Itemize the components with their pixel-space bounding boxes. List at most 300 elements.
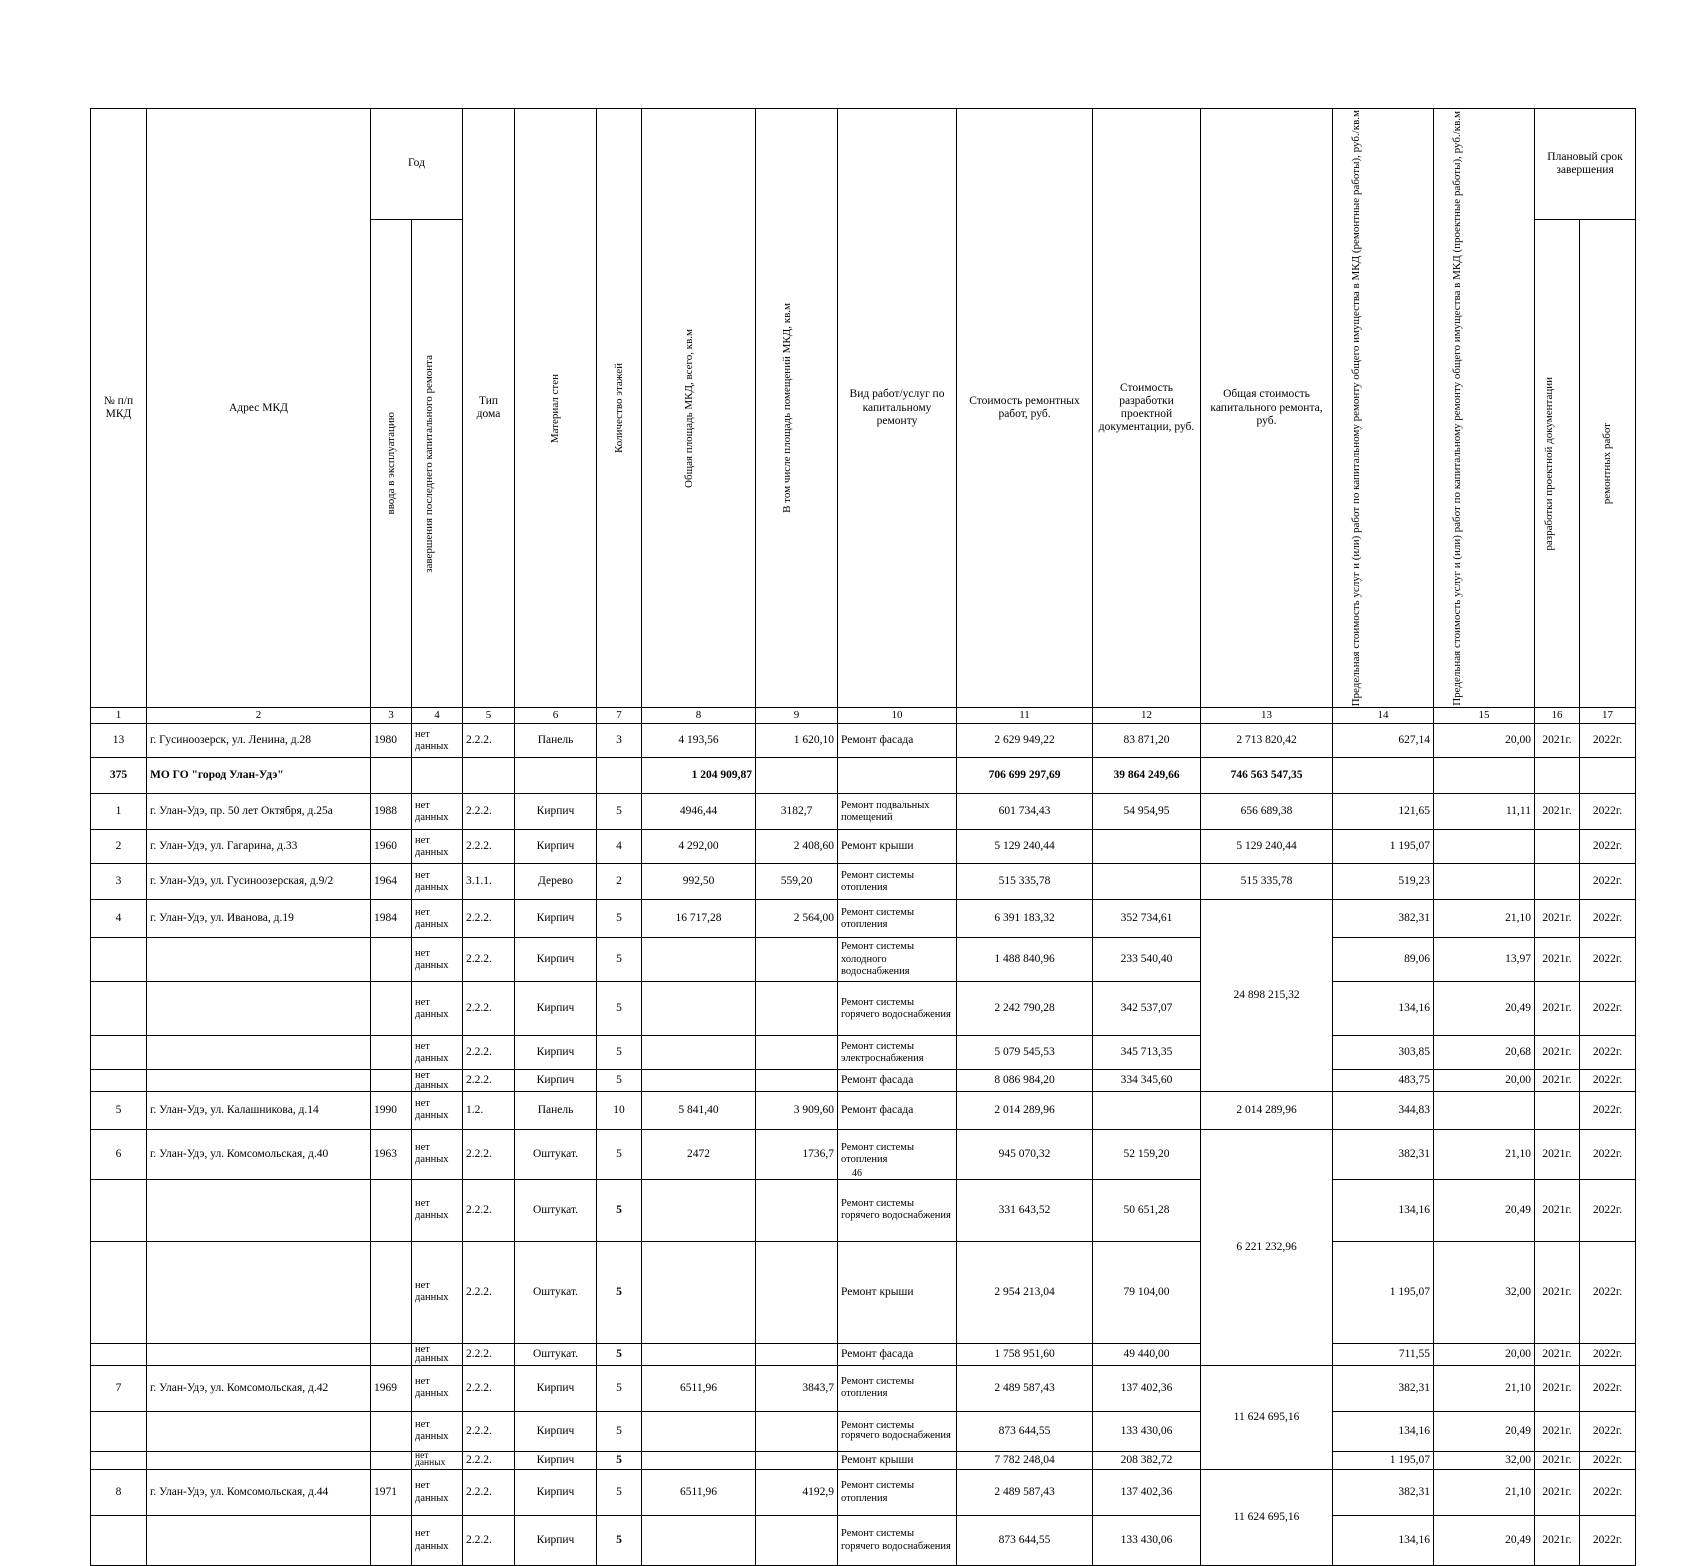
row-num: 8 <box>91 1470 147 1516</box>
row-work-type: Ремонт системы отопления <box>838 1129 957 1179</box>
row-limit-project: 20,49 <box>1434 982 1535 1036</box>
row-num: 13 <box>91 724 147 758</box>
row-plan-project: 2021г. <box>1535 1241 1580 1343</box>
row-year-in: 1990 <box>371 1091 412 1129</box>
header-floors: Количество этажей <box>612 363 625 454</box>
total-total-cost: 746 563 547,35 <box>1201 758 1333 794</box>
row-year-repair: нет данных <box>412 1179 463 1241</box>
row-floors: 5 <box>597 1365 642 1411</box>
col-number: 7 <box>597 708 642 724</box>
row-total-area: 6511,96 <box>642 1470 756 1516</box>
row-floors: 5 <box>597 794 642 830</box>
row-wall-material: Кирпич <box>515 900 597 938</box>
row-wall-material: Оштукат. <box>515 1129 597 1179</box>
row-limit-project: 32,00 <box>1434 1241 1535 1343</box>
row-house-type: 2.2.2. <box>463 1179 515 1241</box>
header-premises-area: В том числе площадь помещений МКД, кв.м <box>780 303 793 514</box>
row-floors: 5 <box>597 1179 642 1241</box>
row-total-cost: 2 713 820,42 <box>1201 724 1333 758</box>
row-repair-cost: 8 086 984,20 <box>957 1070 1093 1092</box>
table-row <box>91 982 1636 1036</box>
row-plan-repair: 2022г. <box>1580 794 1636 830</box>
row-house-type: 2.2.2. <box>463 1470 515 1516</box>
row-plan-repair: 2022г. <box>1580 900 1636 938</box>
row-year-repair: нет данных <box>412 1343 463 1365</box>
row-plan-repair: 2022г. <box>1580 1470 1636 1516</box>
row-work-type: Ремонт крыши <box>838 830 957 864</box>
row-address: г. Улан-Удэ, ул. Калашникова, д.14 <box>147 1091 371 1129</box>
row-limit-project: 20,00 <box>1434 1343 1535 1365</box>
row-house-type: 2.2.2. <box>463 794 515 830</box>
row-limit-repair: 382,31 <box>1333 1470 1434 1516</box>
row-year-repair: нет данных <box>412 1451 463 1469</box>
row-work-type: Ремонт фасада <box>838 1091 957 1129</box>
col-number: 1 <box>91 708 147 724</box>
row-limit-project: 32,00 <box>1434 1451 1535 1469</box>
row-project-cost: 334 345,60 <box>1093 1070 1201 1092</box>
row-work-type: Ремонт подвальных помещений <box>838 794 957 830</box>
header-num: № п/п МКД <box>91 109 147 708</box>
row-house-type: 2.2.2. <box>463 1343 515 1365</box>
row-address: г. Улан-Удэ, ул. Комсомольская, д.40 <box>147 1129 371 1179</box>
row-work-type: Ремонт фасада <box>838 1343 957 1365</box>
row-plan-repair: 2022г. <box>1580 1365 1636 1411</box>
row-plan-project: 2021г. <box>1535 1451 1580 1469</box>
row-work-type: Ремонт системы отопления <box>838 900 957 938</box>
row-wall-material: Кирпич <box>515 794 597 830</box>
row-floors: 5 <box>597 982 642 1036</box>
row-total-area: 5 841,40 <box>642 1091 756 1129</box>
row-premises-area: 1 620,10 <box>756 724 838 758</box>
row-work-type: Ремонт системы отопления <box>838 1365 957 1411</box>
col-number: 3 <box>371 708 412 724</box>
row-floors: 2 <box>597 864 642 900</box>
table-row <box>91 724 1636 758</box>
total-municipality: МО ГО "город Улан-Удэ" <box>147 758 371 794</box>
repair-register-table <box>90 108 1636 1566</box>
table-row <box>91 900 1636 938</box>
row-repair-cost: 2 954 213,04 <box>957 1241 1093 1343</box>
row-repair-cost: 7 782 248,04 <box>957 1451 1093 1469</box>
row-year-repair: нет данных <box>412 1365 463 1411</box>
row-num: 4 <box>91 900 147 938</box>
row-wall-material: Панель <box>515 724 597 758</box>
row-num: 3 <box>91 864 147 900</box>
row-total-area: 992,50 <box>642 864 756 900</box>
row-year-repair: нет данных <box>412 1411 463 1451</box>
row-plan-project: 2021г. <box>1535 1470 1580 1516</box>
row-project-cost: 52 159,20 <box>1093 1129 1201 1179</box>
row-year-repair: нет данных <box>412 1516 463 1566</box>
row-wall-material: Кирпич <box>515 982 597 1036</box>
header-address: Адрес МКД <box>147 109 371 708</box>
row-year-in: 1988 <box>371 794 412 830</box>
row-floors: 5 <box>597 1411 642 1451</box>
row-total-area: 4 193,56 <box>642 724 756 758</box>
row-plan-project: 2021г. <box>1535 1036 1580 1070</box>
row-limit-project: 20,00 <box>1434 724 1535 758</box>
row-total-cost: 656 689,38 <box>1201 794 1333 830</box>
col-number: 5 <box>463 708 515 724</box>
row-plan-repair: 2022г. <box>1580 1451 1636 1469</box>
row-year-repair: нет данных <box>412 938 463 982</box>
row-premises-area: 559,20 <box>756 864 838 900</box>
row-plan-project: 2021г. <box>1535 1129 1580 1179</box>
row-limit-project: 20,00 <box>1434 1070 1535 1092</box>
row-year-in: 1984 <box>371 900 412 938</box>
row-work-type: Ремонт системы холодного водоснабжения <box>838 938 957 982</box>
row-year-repair: нет данных <box>412 724 463 758</box>
col-number: 15 <box>1434 708 1535 724</box>
header-total-area: Общая площадь МКД, всего, кв.м <box>682 328 695 488</box>
row-num: 1 <box>91 794 147 830</box>
row-floors: 5 <box>597 1451 642 1469</box>
row-limit-project: 20,49 <box>1434 1411 1535 1451</box>
row-limit-repair: 382,31 <box>1333 900 1434 938</box>
row-plan-project: 2021г. <box>1535 900 1580 938</box>
row-house-type: 2.2.2. <box>463 1411 515 1451</box>
row-total-cost: 11 624 695,16 <box>1201 1365 1333 1469</box>
row-repair-cost: 2 242 790,28 <box>957 982 1093 1036</box>
header-limit-repair: Предельная стоимость услуг и (или) работ по капитальному ремонту общего имущества в МКД (ремонтные работы), руб./кв.м <box>1350 110 1363 707</box>
row-wall-material: Кирпич <box>515 1516 597 1566</box>
row-work-type: Ремонт системы отопления <box>838 864 957 900</box>
row-project-cost: 133 430,06 <box>1093 1411 1201 1451</box>
row-floors: 5 <box>597 1129 642 1179</box>
row-num: 6 <box>91 1129 147 1179</box>
row-year-repair: нет данных <box>412 1129 463 1179</box>
row-num: 7 <box>91 1365 147 1411</box>
col-number: 10 <box>838 708 957 724</box>
table-row <box>91 1516 1636 1566</box>
row-wall-material: Кирпич <box>515 1411 597 1451</box>
header-plan-repair: ремонтных работ <box>1601 422 1614 505</box>
row-limit-repair: 134,16 <box>1333 1411 1434 1451</box>
row-limit-repair: 1 195,07 <box>1333 1241 1434 1343</box>
row-limit-project: 21,10 <box>1434 900 1535 938</box>
row-limit-project: 20,68 <box>1434 1036 1535 1070</box>
table-row <box>91 830 1636 864</box>
table-row-total <box>91 758 1636 794</box>
row-plan-repair: 2022г. <box>1580 724 1636 758</box>
row-premises-area: 4192,9 <box>756 1470 838 1516</box>
row-plan-project: 2021г. <box>1535 1070 1580 1092</box>
row-repair-cost: 873 644,55 <box>957 1411 1093 1451</box>
row-year-repair: нет данных <box>412 1070 463 1092</box>
row-limit-repair: 1 195,07 <box>1333 1451 1434 1469</box>
row-wall-material: Кирпич <box>515 1365 597 1411</box>
row-work-type: Ремонт крыши <box>838 1241 957 1343</box>
row-year-repair: нет данных <box>412 982 463 1036</box>
row-repair-cost: 601 734,43 <box>957 794 1093 830</box>
row-plan-repair: 2022г. <box>1580 1091 1636 1129</box>
row-wall-material: Оштукат. <box>515 1179 597 1241</box>
total-area: 1 204 909,87 <box>642 758 756 794</box>
row-repair-cost: 1 758 951,60 <box>957 1343 1093 1365</box>
table-row <box>91 1241 1636 1343</box>
row-house-type: 3.1.1. <box>463 864 515 900</box>
row-wall-material: Кирпич <box>515 938 597 982</box>
row-repair-cost: 2 629 949,22 <box>957 724 1093 758</box>
col-number: 16 <box>1535 708 1580 724</box>
row-total-area: 2472 <box>642 1129 756 1179</box>
row-num: 5 <box>91 1091 147 1129</box>
row-limit-repair: 121,65 <box>1333 794 1434 830</box>
page-number: 46 <box>852 1168 862 1179</box>
row-address: г. Гусиноозерск, ул. Ленина, д.28 <box>147 724 371 758</box>
row-year-repair: нет данных <box>412 864 463 900</box>
col-number: 4 <box>412 708 463 724</box>
row-floors: 5 <box>597 1470 642 1516</box>
header-house-type: Тип дома <box>463 109 515 708</box>
row-year-in: 1980 <box>371 724 412 758</box>
row-house-type: 2.2.2. <box>463 1036 515 1070</box>
row-floors: 5 <box>597 1070 642 1092</box>
row-wall-material: Кирпич <box>515 1470 597 1516</box>
row-project-cost: 208 382,72 <box>1093 1451 1201 1469</box>
row-repair-cost: 873 644,55 <box>957 1516 1093 1566</box>
row-plan-repair: 2022г. <box>1580 938 1636 982</box>
row-limit-repair: 344,83 <box>1333 1091 1434 1129</box>
row-project-cost: 345 713,35 <box>1093 1036 1201 1070</box>
row-year-repair: нет данных <box>412 900 463 938</box>
header-work-type: Вид работ/услуг по капитальному ремонту <box>838 109 957 708</box>
row-plan-repair: 2022г. <box>1580 1129 1636 1179</box>
header-wall-material: Материал стен <box>549 373 562 443</box>
row-repair-cost: 945 070,32 <box>957 1129 1093 1179</box>
total-count: 375 <box>91 758 147 794</box>
row-work-type: Ремонт крыши <box>838 1451 957 1469</box>
row-limit-repair: 382,31 <box>1333 1365 1434 1411</box>
row-premises-area: 2 408,60 <box>756 830 838 864</box>
row-total-area: 4 292,00 <box>642 830 756 864</box>
row-premises-area: 3843,7 <box>756 1365 838 1411</box>
row-house-type: 1.2. <box>463 1091 515 1129</box>
row-project-cost: 137 402,36 <box>1093 1470 1201 1516</box>
row-limit-project: 21,10 <box>1434 1470 1535 1516</box>
row-limit-repair: 627,14 <box>1333 724 1434 758</box>
row-plan-repair: 2022г. <box>1580 1179 1636 1241</box>
row-year-in: 1963 <box>371 1129 412 1179</box>
header-total-cost: Общая стоимость капитального ремонта, руб. <box>1201 109 1333 708</box>
row-project-cost: 54 954,95 <box>1093 794 1201 830</box>
row-limit-repair: 134,16 <box>1333 1179 1434 1241</box>
row-address: г. Улан-Удэ, пр. 50 лет Октября, д.25а <box>147 794 371 830</box>
row-address: г. Улан-Удэ, ул. Иванова, д.19 <box>147 900 371 938</box>
col-number: 14 <box>1333 708 1434 724</box>
row-limit-repair: 134,16 <box>1333 1516 1434 1566</box>
row-year-in: 1969 <box>371 1365 412 1411</box>
row-limit-repair: 89,06 <box>1333 938 1434 982</box>
header-limit-project: Предельная стоимость услуг и (или) работ по капитальному ремонту общего имущества в МКД (проектные работы), руб./кв.м <box>1451 110 1464 706</box>
row-wall-material: Кирпич <box>515 830 597 864</box>
row-year-repair: нет данных <box>412 1036 463 1070</box>
row-plan-repair: 2022г. <box>1580 1241 1636 1343</box>
row-limit-repair: 711,55 <box>1333 1343 1434 1365</box>
row-address: г. Улан-Удэ, ул. Гагарина, д.33 <box>147 830 371 864</box>
row-repair-cost: 515 335,78 <box>957 864 1093 900</box>
row-project-cost: 233 540,40 <box>1093 938 1201 982</box>
row-plan-project: 2021г. <box>1535 1343 1580 1365</box>
header-year: Год <box>371 109 463 220</box>
table-row <box>91 794 1636 830</box>
row-plan-project: 2021г. <box>1535 1365 1580 1411</box>
table-row <box>91 1451 1636 1469</box>
row-wall-material: Кирпич <box>515 1036 597 1070</box>
row-total-cost: 11 624 695,16 <box>1201 1470 1333 1566</box>
row-project-cost: 50 651,28 <box>1093 1179 1201 1241</box>
table-row <box>91 1411 1636 1451</box>
row-total-area: 4946,44 <box>642 794 756 830</box>
row-limit-repair: 303,85 <box>1333 1036 1434 1070</box>
total-repair-cost: 706 699 297,69 <box>957 758 1093 794</box>
row-house-type: 2.2.2. <box>463 938 515 982</box>
row-project-cost: 137 402,36 <box>1093 1365 1201 1411</box>
total-project-cost: 39 864 249,66 <box>1093 758 1201 794</box>
row-work-type: Ремонт фасада <box>838 1070 957 1092</box>
row-plan-repair: 2022г. <box>1580 1343 1636 1365</box>
row-floors: 5 <box>597 938 642 982</box>
row-limit-repair: 382,31 <box>1333 1129 1434 1179</box>
row-premises-area: 3182,7 <box>756 794 838 830</box>
row-repair-cost: 5 079 545,53 <box>957 1036 1093 1070</box>
row-limit-repair: 519,23 <box>1333 864 1434 900</box>
row-floors: 5 <box>597 1516 642 1566</box>
row-house-type: 2.2.2. <box>463 1070 515 1092</box>
table-row <box>91 1343 1636 1365</box>
row-wall-material: Оштукат. <box>515 1343 597 1365</box>
row-premises-area: 2 564,00 <box>756 900 838 938</box>
row-address: г. Улан-Удэ, ул. Комсомольская, д.44 <box>147 1470 371 1516</box>
row-limit-repair: 483,75 <box>1333 1070 1434 1092</box>
table-row <box>91 1091 1636 1129</box>
row-house-type: 2.2.2. <box>463 1451 515 1469</box>
header-plan: Плановый срок завершения <box>1535 109 1636 220</box>
row-repair-cost: 6 391 183,32 <box>957 900 1093 938</box>
row-year-repair: нет данных <box>412 1241 463 1343</box>
row-address: г. Улан-Удэ, ул. Гусиноозерская, д.9/2 <box>147 864 371 900</box>
row-year-repair: нет данных <box>412 1091 463 1129</box>
row-total-cost: 24 898 215,32 <box>1201 900 1333 1092</box>
row-project-cost: 133 430,06 <box>1093 1516 1201 1566</box>
header-year-repair: завершения последнего капитального ремонта <box>423 354 435 573</box>
row-limit-repair: 1 195,07 <box>1333 830 1434 864</box>
row-house-type: 2.2.2. <box>463 1241 515 1343</box>
row-total-area: 16 717,28 <box>642 900 756 938</box>
row-plan-repair: 2022г. <box>1580 982 1636 1036</box>
col-number: 9 <box>756 708 838 724</box>
row-total-cost: 6 221 232,96 <box>1201 1129 1333 1365</box>
table-row <box>91 1470 1636 1516</box>
row-wall-material: Дерево <box>515 864 597 900</box>
row-year-repair: нет данных <box>412 1470 463 1516</box>
row-total-cost: 2 014 289,96 <box>1201 1091 1333 1129</box>
row-work-type: Ремонт системы горячего водоснабжения <box>838 1516 957 1566</box>
row-wall-material: Кирпич <box>515 1451 597 1469</box>
row-work-type: Ремонт фасада <box>838 724 957 758</box>
row-plan-repair: 2022г. <box>1580 1411 1636 1451</box>
row-limit-project: 20,49 <box>1434 1179 1535 1241</box>
row-project-cost: 49 440,00 <box>1093 1343 1201 1365</box>
row-total-cost: 5 129 240,44 <box>1201 830 1333 864</box>
row-floors: 3 <box>597 724 642 758</box>
row-num: 2 <box>91 830 147 864</box>
header-project-cost: Стоимость разработки проектной документации, руб. <box>1093 109 1201 708</box>
row-limit-project: 11,11 <box>1434 794 1535 830</box>
row-year-in: 1964 <box>371 864 412 900</box>
col-number: 17 <box>1580 708 1636 724</box>
row-year-repair: нет данных <box>412 794 463 830</box>
table-row <box>91 1036 1636 1070</box>
row-house-type: 2.2.2. <box>463 900 515 938</box>
col-number: 2 <box>147 708 371 724</box>
row-house-type: 2.2.2. <box>463 1129 515 1179</box>
row-house-type: 2.2.2. <box>463 830 515 864</box>
row-house-type: 2.2.2. <box>463 982 515 1036</box>
row-wall-material: Кирпич <box>515 1070 597 1092</box>
row-work-type: Ремонт системы горячего водоснабжения <box>838 982 957 1036</box>
row-plan-repair: 2022г. <box>1580 1036 1636 1070</box>
header-repair-cost: Стоимость ремонтных работ, руб. <box>957 109 1093 708</box>
row-house-type: 2.2.2. <box>463 724 515 758</box>
row-limit-project: 13,97 <box>1434 938 1535 982</box>
row-plan-project: 2021г. <box>1535 982 1580 1036</box>
row-wall-material: Оштукат. <box>515 1241 597 1343</box>
row-address: г. Улан-Удэ, ул. Комсомольская, д.42 <box>147 1365 371 1411</box>
row-plan-repair: 2022г. <box>1580 830 1636 864</box>
table-row <box>91 1179 1636 1241</box>
header-plan-project: разработки проектной документации <box>1543 376 1556 551</box>
row-house-type: 2.2.2. <box>463 1365 515 1411</box>
row-house-type: 2.2.2. <box>463 1516 515 1566</box>
table-row <box>91 1070 1636 1092</box>
row-plan-project: 2021г. <box>1535 1516 1580 1566</box>
row-project-cost: 352 734,61 <box>1093 900 1201 938</box>
row-floors: 5 <box>597 1036 642 1070</box>
col-number: 11 <box>957 708 1093 724</box>
row-floors: 5 <box>597 900 642 938</box>
row-work-type: Ремонт системы отопления <box>838 1470 957 1516</box>
row-plan-project: 2021г. <box>1535 794 1580 830</box>
row-plan-repair: 2022г. <box>1580 1070 1636 1092</box>
row-work-type: Ремонт системы горячего водоснабжения <box>838 1411 957 1451</box>
col-number: 6 <box>515 708 597 724</box>
row-repair-cost: 1 488 840,96 <box>957 938 1093 982</box>
row-year-repair: нет данных <box>412 830 463 864</box>
row-plan-repair: 2022г. <box>1580 1516 1636 1566</box>
col-number: 13 <box>1201 708 1333 724</box>
row-limit-project: 20,49 <box>1434 1516 1535 1566</box>
row-year-in: 1971 <box>371 1470 412 1516</box>
row-floors: 5 <box>597 1343 642 1365</box>
row-year-in: 1960 <box>371 830 412 864</box>
row-project-cost: 83 871,20 <box>1093 724 1201 758</box>
row-plan-project: 2021г. <box>1535 1411 1580 1451</box>
row-project-cost: 79 104,00 <box>1093 1241 1201 1343</box>
row-limit-project: 21,10 <box>1434 1129 1535 1179</box>
table-row <box>91 938 1636 982</box>
row-repair-cost: 2 489 587,43 <box>957 1470 1093 1516</box>
row-project-cost: 342 537,07 <box>1093 982 1201 1036</box>
row-total-area: 6511,96 <box>642 1365 756 1411</box>
row-plan-project: 2021г. <box>1535 938 1580 982</box>
row-premises-area: 3 909,60 <box>756 1091 838 1129</box>
table-row <box>91 864 1636 900</box>
row-repair-cost: 2 014 289,96 <box>957 1091 1093 1129</box>
col-number: 12 <box>1093 708 1201 724</box>
row-total-cost: 515 335,78 <box>1201 864 1333 900</box>
row-limit-repair: 134,16 <box>1333 982 1434 1036</box>
